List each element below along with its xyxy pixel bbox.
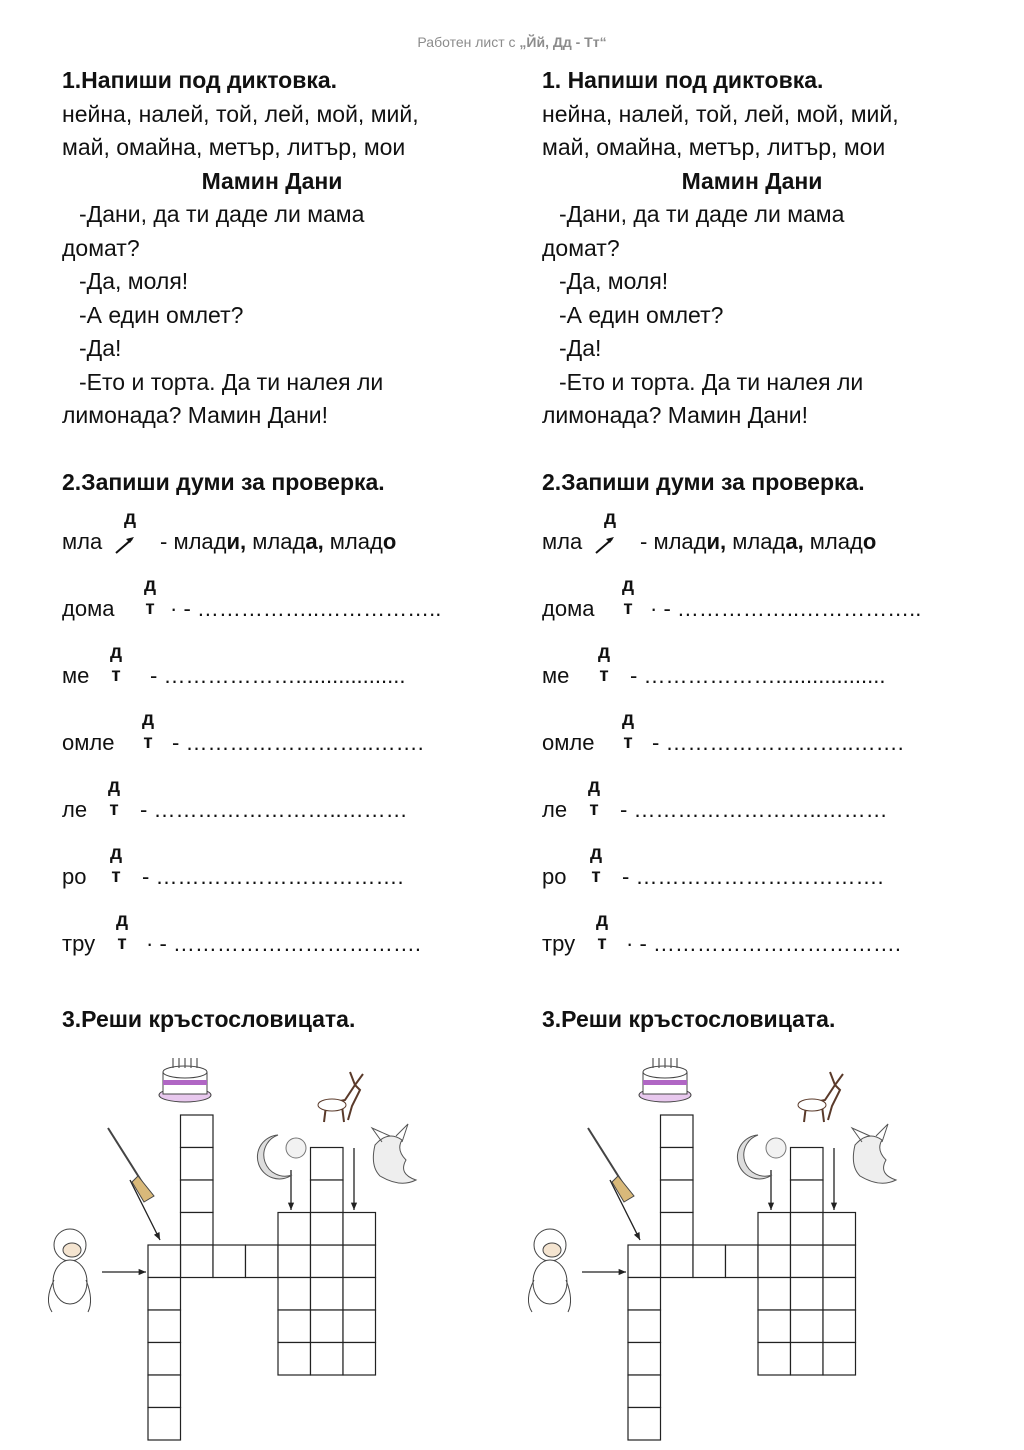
check-word-row xyxy=(62,574,502,641)
word-stem: ро xyxy=(542,864,567,889)
answer-blank[interactable]: - ……………………………. xyxy=(142,864,404,889)
story-line: -Дани, да ти даде ли мама xyxy=(559,201,845,227)
word-stem: ле xyxy=(542,797,568,822)
dt-choice: д т xyxy=(107,776,121,820)
pointer-arrow-icon xyxy=(102,1269,146,1275)
word-stem: тру xyxy=(542,931,576,956)
crossword-cell[interactable] xyxy=(278,1278,311,1311)
check-word-row xyxy=(62,708,502,775)
story-line: -Ето и торта. Да ти налея ли xyxy=(559,368,864,395)
crossword-cell[interactable] xyxy=(278,1310,311,1343)
crossword-cell[interactable] xyxy=(758,1213,791,1246)
crossword-cell[interactable] xyxy=(311,1213,344,1246)
answer-blank[interactable]: - ……………….................. xyxy=(150,663,406,688)
dt-choice: д т xyxy=(587,776,601,820)
answer-blank[interactable]: · - ……………..…………….. xyxy=(650,596,922,621)
check-word-row xyxy=(62,909,502,976)
word-stem: омле xyxy=(542,730,595,755)
word-stem: ле xyxy=(62,797,88,822)
check-word-row xyxy=(542,842,982,909)
example-answer: - млади, млада, младо xyxy=(640,529,877,554)
crossword-cell[interactable] xyxy=(343,1213,376,1246)
crossword-cell[interactable] xyxy=(246,1245,279,1278)
answer-blank[interactable]: - ……………………..……. xyxy=(652,730,904,755)
crossword-cell[interactable] xyxy=(661,1180,694,1213)
crossword-cell[interactable] xyxy=(758,1310,791,1343)
answer-blank[interactable]: - ……………….................. xyxy=(630,663,886,688)
strike-arrow-icon xyxy=(594,533,616,555)
story-line: -Да! xyxy=(559,335,602,361)
crossword-cell[interactable] xyxy=(823,1213,856,1246)
story-line: лимонада? Мамин Дани! xyxy=(62,402,329,428)
dictation-words-line2: май, омайна, метър, литър, мои xyxy=(62,134,406,160)
crossword-cell[interactable] xyxy=(181,1213,214,1246)
check-word-row xyxy=(542,909,982,976)
section3-title: 3.Реши кръстословицата. xyxy=(542,1006,836,1032)
monkey-icon xyxy=(48,1229,90,1312)
crossword-cell[interactable] xyxy=(278,1245,311,1278)
word-stem: мла xyxy=(542,529,583,554)
header-prefix: Работен лист с xyxy=(417,34,520,50)
crossword-cell[interactable] xyxy=(148,1245,181,1278)
crossword-cell[interactable] xyxy=(311,1310,344,1343)
crossword-cell[interactable] xyxy=(628,1408,661,1441)
dt-choice: д т xyxy=(621,575,635,619)
story-title: Мамин Дани xyxy=(201,167,343,194)
word-stem: дома xyxy=(542,596,595,621)
dt-choice: д т xyxy=(589,843,603,887)
crossword-cell[interactable] xyxy=(791,1213,824,1246)
check-word-row xyxy=(542,775,982,842)
section1-title: 1. Напиши под диктовка. xyxy=(542,67,824,93)
crossword-cell[interactable] xyxy=(791,1310,824,1343)
section2-title: 2.Запиши думи за проверка. xyxy=(62,468,385,495)
crossword-cell[interactable] xyxy=(628,1375,661,1408)
word-stem: ро xyxy=(62,864,87,889)
crossword-cell[interactable] xyxy=(213,1245,246,1278)
dictation-words-line1: нейна, налей, той, лей, мой, мий, xyxy=(542,100,899,127)
section2-title: 2.Запиши думи за проверка. xyxy=(542,468,865,495)
crossword-cell[interactable] xyxy=(181,1180,214,1213)
dictation-words-line2: май, омайна, метър, литър, мои xyxy=(542,134,886,160)
broom-icon xyxy=(588,1128,634,1202)
monkey-icon xyxy=(528,1229,570,1312)
example-row xyxy=(542,507,982,574)
answer-blank[interactable]: - ……………………..……… xyxy=(620,797,888,822)
pointer-arrow-icon xyxy=(582,1269,626,1275)
story-line: -Дани, да ти даде ли мама xyxy=(79,201,365,227)
crossword-cell[interactable] xyxy=(791,1148,824,1181)
story-line: лимонада? Мамин Дани! xyxy=(542,402,809,428)
story-line: -Ето и торта. Да ти налея ли xyxy=(79,368,384,395)
crossword-cell[interactable] xyxy=(823,1343,856,1376)
story-line: -А един омлет? xyxy=(79,301,244,328)
crossword-cell[interactable] xyxy=(628,1245,661,1278)
dictation-words-line1: нейна, налей, той, лей, мой, мий, xyxy=(62,100,419,127)
crossword-cell[interactable] xyxy=(343,1278,376,1311)
crossword-cell[interactable] xyxy=(148,1408,181,1441)
word-stem: ме xyxy=(542,663,570,688)
crossword-cell[interactable] xyxy=(278,1213,311,1246)
section1-title: 1.Напиши под диктовка. xyxy=(62,67,338,93)
crossword-cell[interactable] xyxy=(628,1278,661,1311)
story-line: домат? xyxy=(62,234,140,261)
crossword-cell[interactable] xyxy=(791,1278,824,1311)
dt-choice: д т xyxy=(621,709,635,753)
word-stem: дома xyxy=(62,596,115,621)
word-stem: ме xyxy=(62,663,90,688)
crossword-cell[interactable] xyxy=(726,1245,759,1278)
answer-blank[interactable]: · - ……………………………. xyxy=(146,931,421,956)
moon-icon xyxy=(737,1135,786,1179)
crossword-cell[interactable] xyxy=(148,1278,181,1311)
moon-icon xyxy=(257,1135,306,1179)
check-word-row xyxy=(62,775,502,842)
example-answer: - млади, млада, младо xyxy=(160,529,397,554)
dt-choice: д т xyxy=(141,709,155,753)
crossword-cell[interactable] xyxy=(791,1343,824,1376)
crossword-cell[interactable] xyxy=(791,1245,824,1278)
dragon-icon xyxy=(852,1124,896,1183)
strike-arrow-icon xyxy=(114,533,136,555)
story-line: -Да! xyxy=(79,335,122,361)
crossword-cell[interactable] xyxy=(628,1310,661,1343)
birthday-cake-icon xyxy=(639,1058,691,1102)
crossword-cell[interactable] xyxy=(661,1213,694,1246)
worksheet-column-right xyxy=(542,64,982,976)
story-line: домат? xyxy=(542,234,620,261)
crossword-cell[interactable] xyxy=(758,1278,791,1311)
crossword-cell[interactable] xyxy=(661,1115,694,1148)
pointer-arrow-icon xyxy=(831,1148,837,1210)
crossword-cell[interactable] xyxy=(823,1310,856,1343)
dt-choice: д xyxy=(123,508,137,529)
check-word-row xyxy=(542,641,982,708)
crossword-cell[interactable] xyxy=(343,1245,376,1278)
crossword-cell[interactable] xyxy=(661,1148,694,1181)
crossword-cell[interactable] xyxy=(148,1310,181,1343)
story-line: -А един омлет? xyxy=(559,301,724,328)
word-stem: мла xyxy=(62,529,103,554)
crossword-cell[interactable] xyxy=(148,1375,181,1408)
crossword-cell[interactable] xyxy=(148,1343,181,1376)
crossword-cell[interactable] xyxy=(758,1245,791,1278)
crossword-cell[interactable] xyxy=(628,1343,661,1376)
dt-choice: д т xyxy=(109,843,123,887)
dt-choice: д xyxy=(603,508,617,529)
story-line: -Да, моля! xyxy=(79,268,189,294)
example-row xyxy=(62,507,502,574)
crossword-cell[interactable] xyxy=(343,1343,376,1376)
crossword-cell[interactable] xyxy=(311,1148,344,1181)
story-title: Мамин Дани xyxy=(681,167,823,194)
answer-blank[interactable]: · - ……………………………. xyxy=(626,931,901,956)
crossword-cell[interactable] xyxy=(823,1245,856,1278)
word-stem: тру xyxy=(62,931,96,956)
dt-choice: д т xyxy=(597,642,611,686)
dt-choice: д т xyxy=(143,575,157,619)
story-line: -Да, моля! xyxy=(559,268,669,294)
check-word-row xyxy=(62,842,502,909)
crossword-cell[interactable] xyxy=(311,1180,344,1213)
dt-choice: д т xyxy=(595,910,609,954)
pointer-arrow-icon xyxy=(351,1148,357,1210)
deer-icon xyxy=(798,1072,843,1122)
check-word-row xyxy=(542,708,982,775)
crossword-cell[interactable] xyxy=(661,1245,694,1278)
check-word-row xyxy=(542,574,982,641)
crossword-cell[interactable] xyxy=(823,1278,856,1311)
answer-blank[interactable]: - ……………………..……. xyxy=(172,730,424,755)
crossword-cell[interactable] xyxy=(693,1245,726,1278)
crossword-cell[interactable] xyxy=(791,1180,824,1213)
answer-blank[interactable]: · - ……………..…………….. xyxy=(170,596,442,621)
crossword-cell[interactable] xyxy=(758,1343,791,1376)
deer-icon xyxy=(318,1072,363,1122)
broom-icon xyxy=(108,1128,154,1202)
birthday-cake-icon xyxy=(159,1058,211,1102)
section3-title: 3.Реши кръстословицата. xyxy=(62,1006,356,1032)
header-letters: „Йй, Дд - Тт“ xyxy=(519,34,607,50)
worksheet-column-left xyxy=(62,64,502,976)
crossword-cell[interactable] xyxy=(181,1245,214,1278)
dragon-icon xyxy=(372,1124,416,1183)
dt-choice: д т xyxy=(115,910,129,954)
worksheet-header xyxy=(0,34,1024,50)
crossword-cell[interactable] xyxy=(311,1278,344,1311)
crossword-cell[interactable] xyxy=(181,1148,214,1181)
crossword-cell[interactable] xyxy=(311,1245,344,1278)
dt-choice: д т xyxy=(109,642,123,686)
crossword-puzzle-right[interactable] xyxy=(510,1050,910,1450)
word-stem: омле xyxy=(62,730,115,755)
answer-blank[interactable]: - ……………………..……… xyxy=(140,797,408,822)
check-word-row xyxy=(62,641,502,708)
crossword-cell[interactable] xyxy=(181,1115,214,1148)
crossword-puzzle-left[interactable] xyxy=(30,1050,430,1450)
crossword-cell[interactable] xyxy=(278,1343,311,1376)
answer-blank[interactable]: - ……………………………. xyxy=(622,864,884,889)
crossword-cell[interactable] xyxy=(311,1343,344,1376)
crossword-cell[interactable] xyxy=(343,1310,376,1343)
